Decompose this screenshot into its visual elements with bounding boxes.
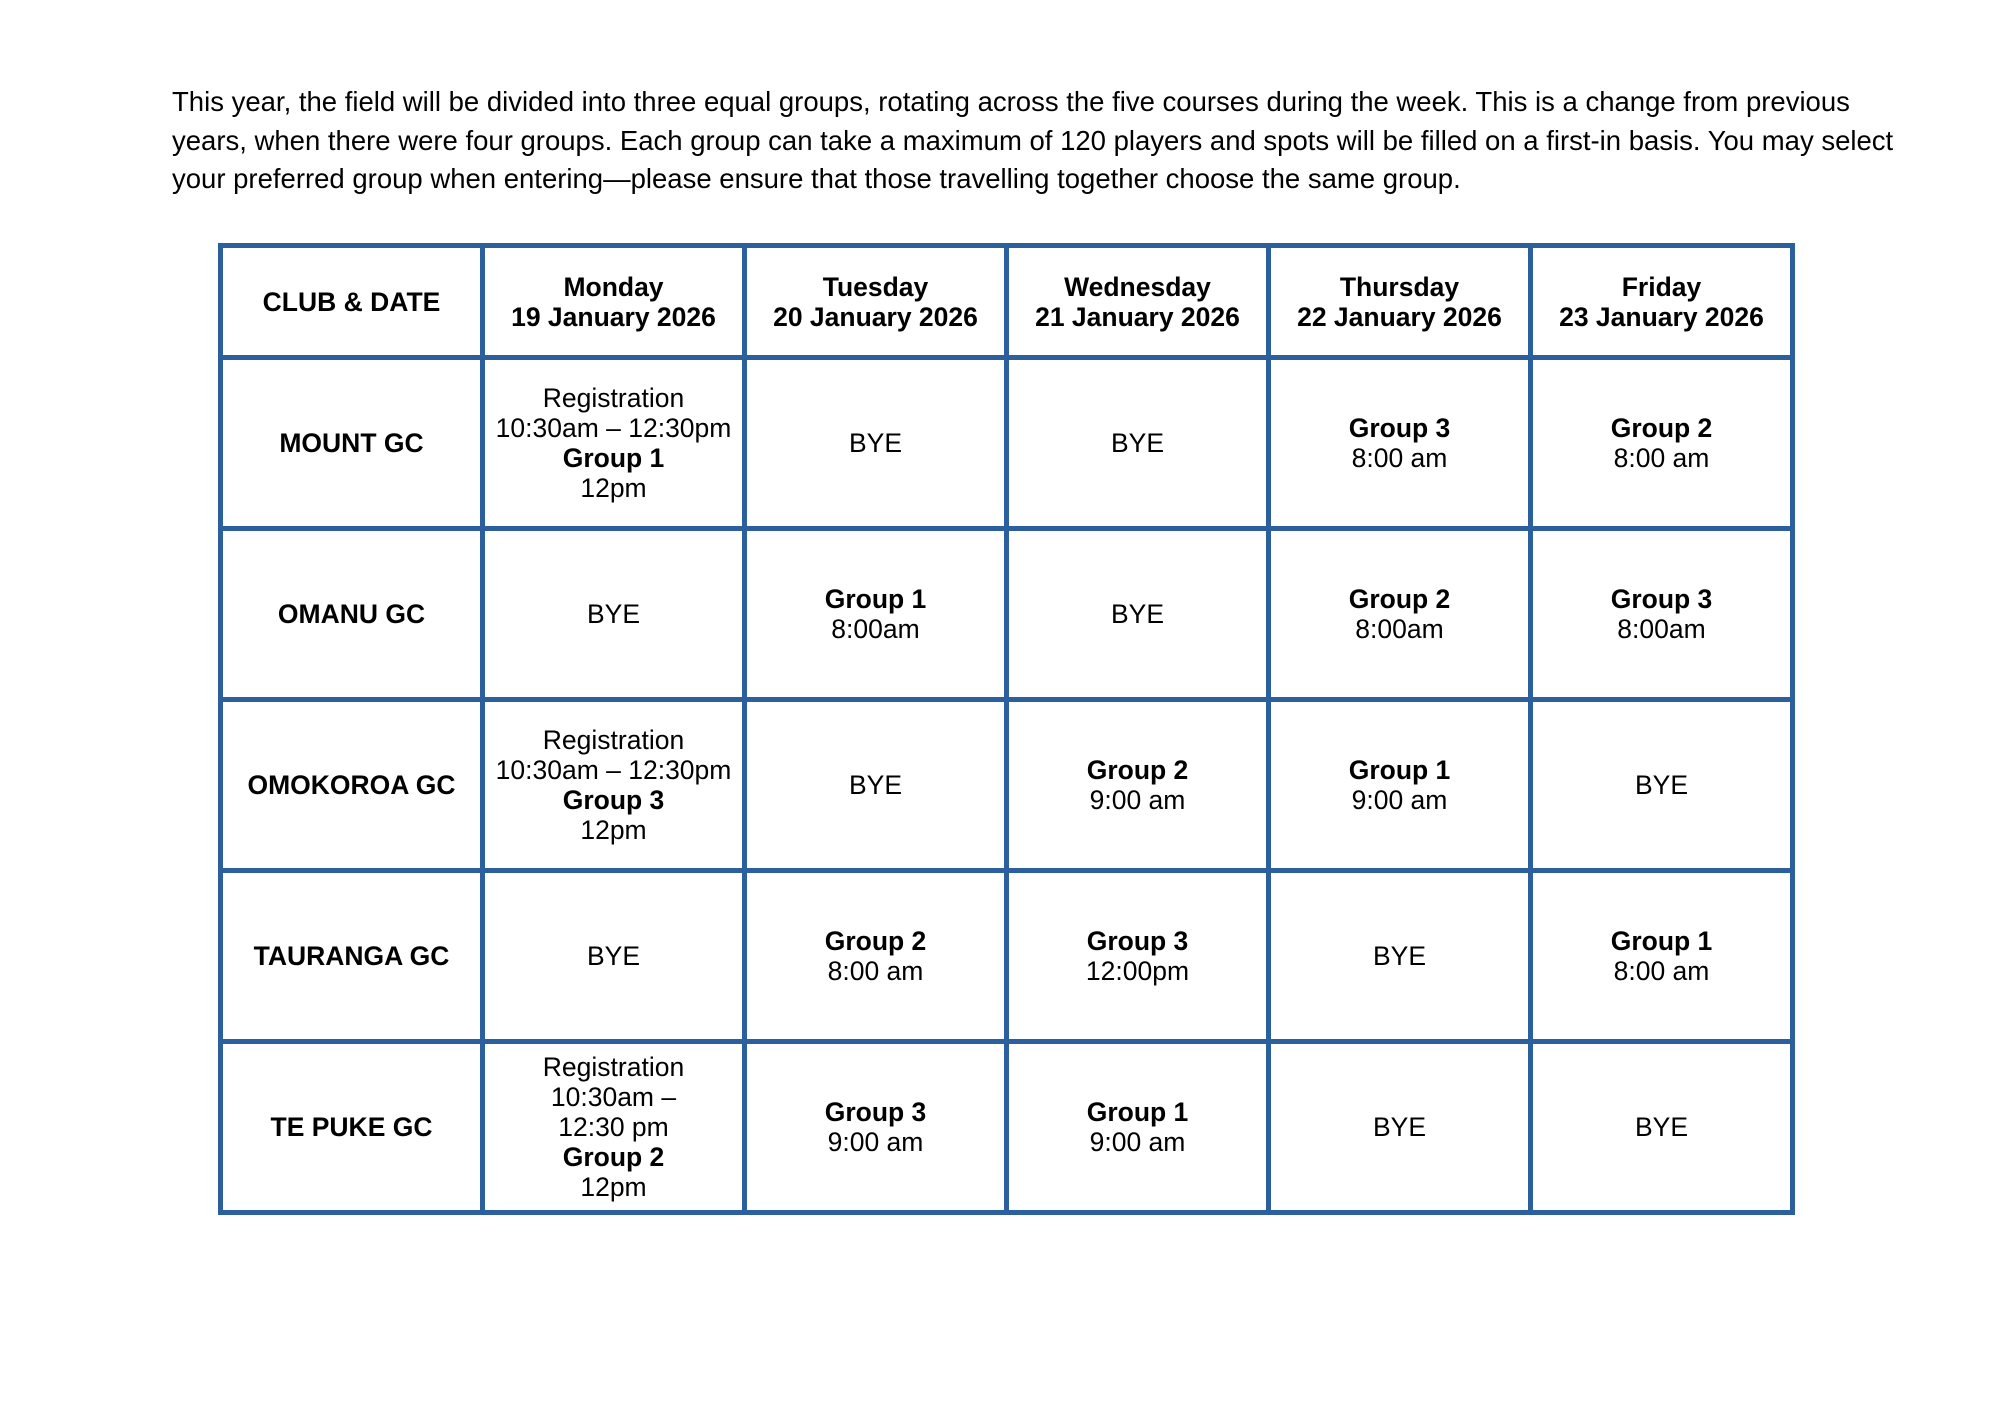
group-label: Group 2 — [1610, 413, 1713, 443]
tee-time: 8:00am — [1355, 614, 1444, 644]
registration-time: 10:30am – 12:30 pm — [550, 1082, 677, 1142]
club-name: MOUNT GC — [221, 358, 483, 529]
day-date: 21 January 2026 — [1035, 301, 1240, 332]
tee-time: 9:00 am — [1089, 785, 1186, 815]
group-label: Group 1 — [562, 443, 665, 473]
day-name: Monday — [563, 271, 664, 302]
header-row — [221, 246, 1793, 358]
tee-time: 12pm — [580, 473, 647, 503]
day-name: Wednesday — [1064, 271, 1211, 302]
club-name: OMANU GC — [221, 529, 483, 700]
day-name: Tuesday — [822, 271, 929, 302]
bye-label: BYE — [1372, 941, 1427, 971]
bye-label: BYE — [1372, 1112, 1427, 1142]
schedule-cell — [1531, 871, 1793, 1042]
schedule-cell — [1007, 529, 1269, 700]
schedule-cell — [483, 871, 745, 1042]
schedule-cell — [745, 358, 1007, 529]
schedule-cell — [483, 1042, 745, 1213]
club-name: TAURANGA GC — [221, 871, 483, 1042]
group-label: Group 2 — [562, 1142, 665, 1172]
schedule-cell — [745, 871, 1007, 1042]
group-label: Group 3 — [1610, 584, 1713, 614]
schedule-cell — [1007, 871, 1269, 1042]
day-name: Friday — [1621, 271, 1702, 302]
club-name: OMOKOROA GC — [221, 700, 483, 871]
day-date: 23 January 2026 — [1559, 301, 1764, 332]
schedule-cell — [745, 529, 1007, 700]
tee-time: 8:00am — [831, 614, 920, 644]
registration-time: 10:30am – 12:30pm — [495, 413, 732, 443]
schedule-cell — [1531, 358, 1793, 529]
group-label: Group 1 — [1610, 926, 1713, 956]
schedule-cell — [745, 1042, 1007, 1213]
header-day-wednesday — [1007, 246, 1269, 358]
bye-label: BYE — [586, 599, 641, 629]
group-label: Group 1 — [1086, 1097, 1189, 1127]
club-name: TE PUKE GC — [221, 1042, 483, 1213]
tee-time: 12:00pm — [1085, 956, 1190, 986]
tee-time: 8:00 am — [1351, 443, 1448, 473]
schedule-cell — [483, 358, 745, 529]
bye-label: BYE — [1634, 1112, 1689, 1142]
header-club-date: CLUB & DATE — [221, 246, 483, 358]
registration-label: Registration — [542, 383, 685, 413]
group-label: Group 2 — [1086, 755, 1189, 785]
header-day-thursday — [1269, 246, 1531, 358]
registration-label: Registration — [542, 1052, 685, 1082]
day-name: Thursday — [1339, 271, 1460, 302]
group-label: Group 3 — [562, 785, 665, 815]
tee-time: 12pm — [580, 1172, 647, 1202]
schedule-cell — [1269, 529, 1531, 700]
schedule-cell — [1269, 700, 1531, 871]
schedule-cell — [1269, 871, 1531, 1042]
group-label: Group 2 — [824, 926, 927, 956]
group-label: Group 2 — [1348, 584, 1451, 614]
tee-time: 9:00 am — [1089, 1127, 1186, 1157]
header-day-tuesday — [745, 246, 1007, 358]
day-date: 22 January 2026 — [1297, 301, 1502, 332]
group-label: Group 3 — [824, 1097, 927, 1127]
tee-time: 8:00 am — [1613, 443, 1710, 473]
schedule-cell — [1531, 1042, 1793, 1213]
table-row — [221, 700, 1793, 871]
schedule-cell — [1007, 358, 1269, 529]
table-row — [221, 871, 1793, 1042]
table-row — [221, 529, 1793, 700]
bye-label: BYE — [1110, 599, 1165, 629]
bye-label: BYE — [1110, 428, 1165, 458]
tee-time: 12pm — [580, 815, 647, 845]
schedule-cell — [1269, 358, 1531, 529]
schedule-cell — [1007, 700, 1269, 871]
tee-time: 8:00 am — [827, 956, 924, 986]
registration-label: Registration — [542, 725, 685, 755]
schedule-cell — [483, 700, 745, 871]
table-row — [221, 358, 1793, 529]
schedule-cell — [483, 529, 745, 700]
bye-label: BYE — [848, 428, 903, 458]
bye-label: BYE — [1634, 770, 1689, 800]
header-day-monday — [483, 246, 745, 358]
bye-label: BYE — [586, 941, 641, 971]
group-label: Group 1 — [1348, 755, 1451, 785]
tee-time: 9:00 am — [827, 1127, 924, 1157]
table-row — [221, 1042, 1793, 1213]
intro-paragraph: This year, the field will be divided into three equal groups, rotating across the five courses during the week. This is a change from previous years, when there were four groups. Each group can take a maximum of 120 players and spots will be filled on a first-in basis. You may select your preferred group when entering—please ensure that those travelling together choose the same group. — [172, 86, 1894, 194]
day-date: 20 January 2026 — [773, 301, 978, 332]
bye-label: BYE — [848, 770, 903, 800]
group-label: Group 3 — [1348, 413, 1451, 443]
tee-time: 8:00am — [1617, 614, 1706, 644]
header-day-friday — [1531, 246, 1793, 358]
schedule-cell — [1531, 700, 1793, 871]
registration-time: 10:30am – 12:30pm — [495, 755, 732, 785]
group-label: Group 1 — [824, 584, 927, 614]
group-label: Group 3 — [1086, 926, 1189, 956]
tee-time: 9:00 am — [1351, 785, 1448, 815]
tee-time: 8:00 am — [1613, 956, 1710, 986]
schedule-cell — [1007, 1042, 1269, 1213]
schedule-table — [218, 243, 1795, 1215]
schedule-cell — [745, 700, 1007, 871]
schedule-cell — [1269, 1042, 1531, 1213]
day-date: 19 January 2026 — [511, 301, 716, 332]
schedule-cell — [1531, 529, 1793, 700]
